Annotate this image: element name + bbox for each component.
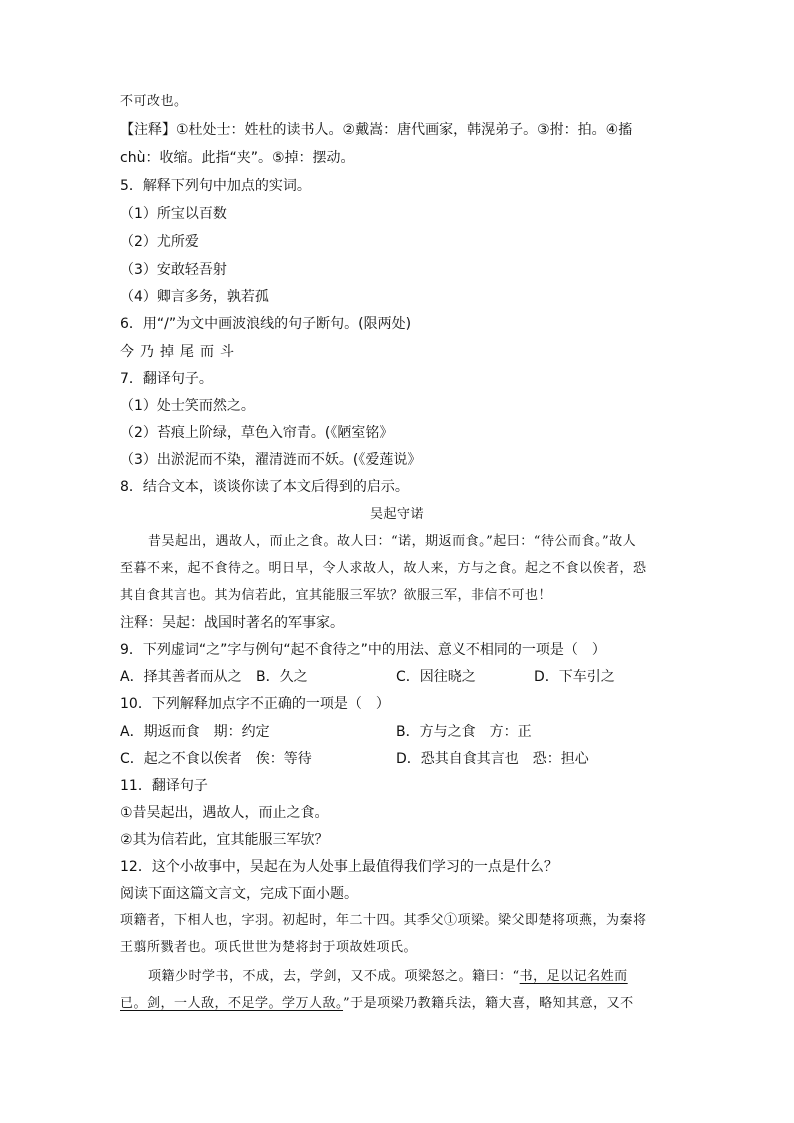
q11-stem: 11．翻译句子 (120, 778, 208, 794)
passage3-line-4 (120, 994, 634, 1014)
passage2-line-3: 其自食其言也。其为信若此，宜其能服三军欤？欲服三军，非信不可也！ (120, 588, 553, 603)
q6-stem: 6．用“/”为文中画波浪线的句子断句。(限两处) (120, 316, 412, 332)
passage3-line4-text: ”于是项梁乃教籍兵法，籍大喜，略知其意，又不 (343, 996, 634, 1011)
notes1-line1: 【注释】①杜处士：姓杜的读书人。②戴嵩：唐代画家，韩滉弟子。③拊：拍。④搐 (120, 122, 633, 138)
passage3-line-1: 项籍者，下相人也，字羽。初起时，年二十四。其季父①项梁。梁父即楚将项燕，为秦将 (120, 913, 647, 928)
q6-sentence: 今乃掉尾而斗 (120, 344, 240, 360)
q7-item-1: （1）处士笑而然之。 (120, 398, 255, 414)
passage1-tail: 不可改也。 (120, 94, 188, 109)
q9-option-a: A．择其善者而从之 (120, 669, 242, 685)
q8-stem: 8．结合文本，谈谈你读了本文后得到的启示。 (120, 479, 409, 495)
passage3-line-3 (148, 967, 628, 987)
passage3-underlined-a: 书，足以记名姓而 (519, 969, 628, 984)
q5-item-1: （1）所宝以百数 (120, 206, 227, 222)
passage2-line-2: 至暮不来，起不食待之。明日早，令人求故人，故人来，方与之食。起之不食以俟者，恐 (120, 561, 647, 576)
passage2-title: 吴起守诺 (369, 507, 424, 522)
passage3-line3-text: 项籍少时学书，不成，去，学剑，又不成。项梁怒之。籍曰：“ (148, 969, 520, 984)
q12-stem: 12．这个小故事中，吴起在为人处事上最值得我们学习的一点是什么？ (120, 859, 558, 875)
q7-item-3: （3）出淤泥而不染，濯清涟而不妖。(《爱莲说》 (120, 452, 422, 468)
passage2-note: 注释：吴起：战国时著名的军事家。 (120, 615, 344, 631)
q10-option-b: B．方与之食 方：正 (396, 724, 532, 740)
q9-stem: 9．下列虚词“之”字与例句“起不食待之”中的用法、意义不相同的一项是（ ） (120, 642, 606, 658)
notes1-line2: chù：收缩。此指“夹”。⑤掉：摆动。 (120, 150, 355, 166)
passage3-underlined-b: 已。剑，一人敌，不足学。学万人敌。 (120, 996, 344, 1011)
q9-option-d: D．下车引之 (534, 669, 615, 685)
q9-option-c: C．因往晓之 (396, 669, 476, 685)
q10-option-a: A．期返而食 期：约定 (120, 724, 270, 740)
passage2-line-1: 昔吴起出，遇故人，而止之食。故人曰：“诺，期返而食。”起曰：“待公而食。”故人 (148, 534, 637, 549)
q7-item-2: （2）苔痕上阶绿，草色入帘青。(《陋室铭》 (120, 425, 394, 441)
q10-option-d: D．恐其自食其言也 恐：担心 (396, 751, 589, 767)
q11-item-1: ①昔吴起出，遇故人，而止之食。 (120, 805, 329, 821)
q5-item-3: （3）安敢轻吾射 (120, 262, 227, 278)
q10-stem: 10．下列解释加点字不正确的一项是（ ） (120, 696, 390, 712)
q5-stem: 5．解释下列句中加点的实词。 (120, 178, 311, 194)
passage3-line-2: 王翦所戮者也。项氏世世为楚将封于项故姓项氏。 (120, 940, 418, 955)
q5-item-2: （2）尤所爱 (120, 234, 199, 250)
q7-stem: 7．翻译句子。 (120, 371, 213, 387)
q5-item-4: （4）卿言多务，孰若孤 (120, 289, 269, 305)
q9-option-b: B．久之 (256, 669, 308, 685)
q10-option-c: C．起之不食以俟者 俟：等待 (120, 751, 312, 767)
passage3-intro: 阅读下面这篇文言文，完成下面小题。 (120, 886, 358, 902)
q11-item-2: ②其为信若此，宜其能服三军欤？ (120, 832, 329, 848)
